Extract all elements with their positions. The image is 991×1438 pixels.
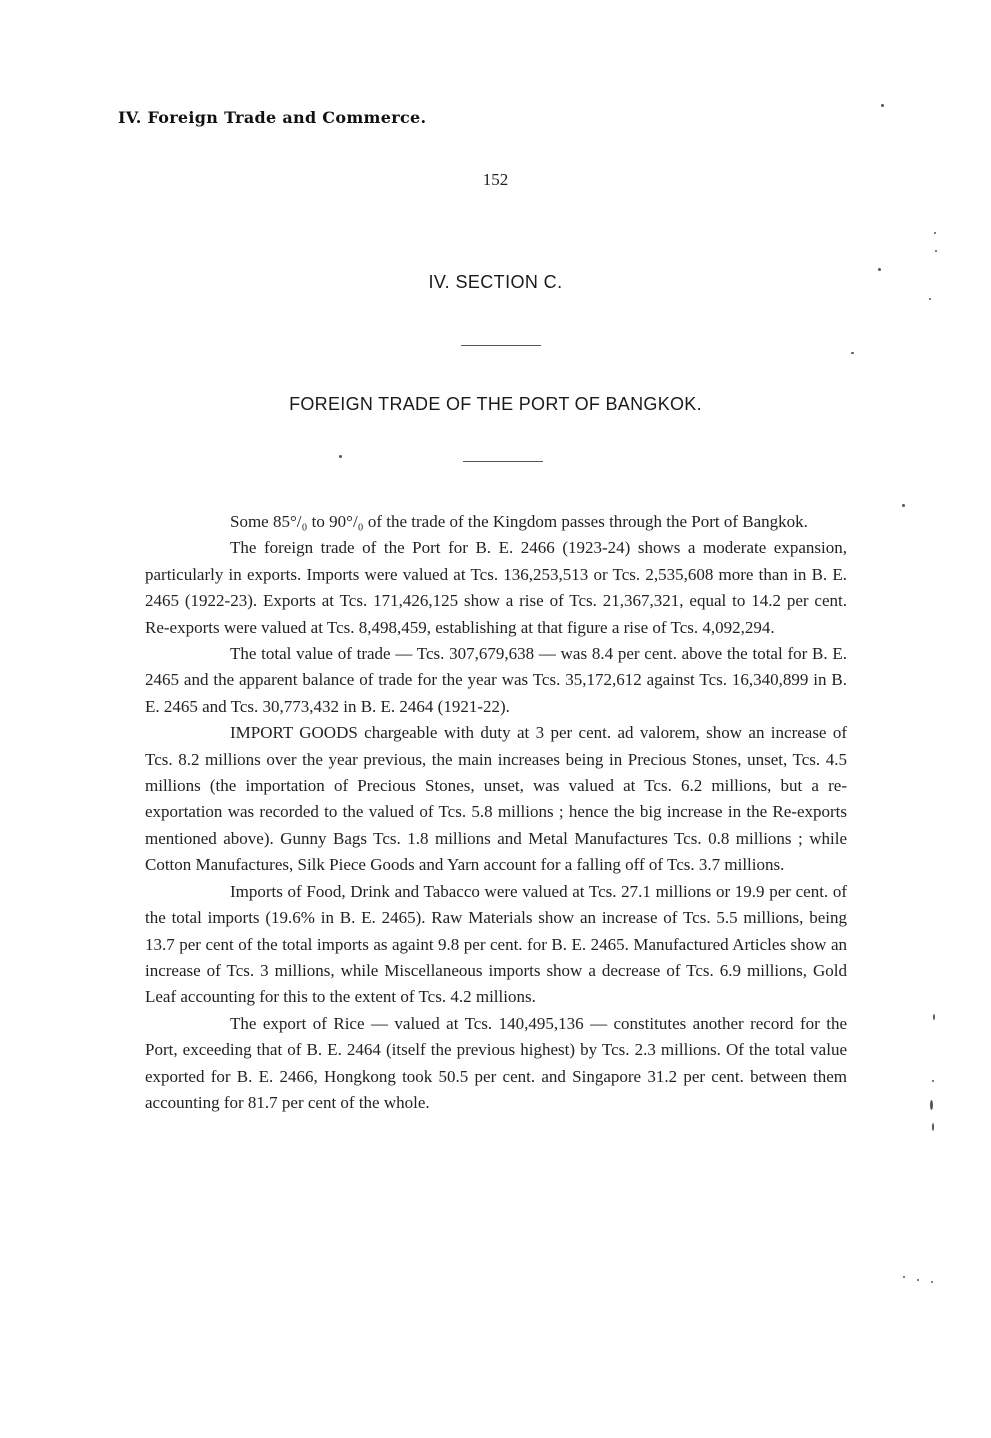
- page-number: 152: [482, 170, 509, 189]
- document-title: FOREIGN TRADE OF THE PORT OF BANGKOK.: [289, 394, 702, 414]
- divider-rule: [463, 461, 543, 462]
- scan-speck: [878, 268, 881, 271]
- scan-speck: [881, 104, 884, 107]
- running-head: IV. Foreign Trade and Commerce.: [118, 108, 427, 127]
- paragraph: Imports of Food, Drink and Tabacco were valued at Tcs. 27.1 millions or 19.9 per cent. of the total imports (19.6% in B. E. 2465). Raw Materials show an increase of Tcs. 5.5 millions, being 13.7 per cent of the total imports as againt 9.8 per cent. for B. E. 2465. Manufactured Articles show an increase of Tcs. 3 millions, while Miscellaneous imports show a decrease of Tcs. 6.9 millions, Gold Leaf accounting for this to the extent of Tcs. 4.2 millions.: [145, 881, 847, 1007]
- scan-speck: [935, 250, 937, 252]
- scan-speck: [929, 298, 931, 300]
- scan-speck: [931, 1281, 933, 1283]
- paragraph: IMPORT GOODS chargeable with duty at 3 per cent. ad valorem, show an increase of Tcs. 8.2 millions over the year previous, the main increases being in Precious Stones, unset, Tcs. 4.5 millions (the importation of Precious Stones, unset, was valued at Tcs. 6.2 millions, but a re-exportation was recorded to the valued of Tcs. 5.8 millions ; hence the big increase in the Re-exports mentioned above). Gunny Bags Tcs. 1.8 millions and Metal Manufactures Tcs. 0.8 millions ; while Cotton Manufactures, Silk Piece Goods and Yarn account for a falling off of Tcs. 3.7 millions.: [145, 723, 847, 875]
- scan-speck: [933, 1014, 935, 1020]
- divider-rule: [461, 345, 541, 346]
- scan-speck: [930, 1100, 933, 1110]
- scan-speck: [934, 232, 936, 234]
- scan-speck: [339, 455, 342, 458]
- section-title: IV. SECTION C.: [428, 272, 563, 292]
- paragraph: The foreign trade of the Port for B. E. 2466 (1923-24) shows a moderate expansion, particularly in exports. Imports were valued at Tcs. 136,253,513 or Tcs. 2,535,608 more than in B. E. 2465 (1922-23). Exports at Tcs. 171,426,125 show a rise of Tcs. 21,367,321, equal to 14.2 per cent. Re-exports were valued at Tcs. 8,498,459, establishing at that figure a rise of Tcs. 4,092,294.: [145, 538, 847, 637]
- scan-speck: [932, 1080, 934, 1082]
- scan-speck: [851, 352, 854, 354]
- scan-speck: [932, 1123, 934, 1131]
- body-text: [145, 509, 847, 1116]
- paragraph: The total value of trade — Tcs. 307,679,638 — was 8.4 per cent. above the total for B. E. 2465 and the apparent balance of trade for the year was Tcs. 35,172,612 against Tcs. 16,340,899 in B. E. 2465 and Tcs. 30,773,432 in B. E. 2464 (1921-22).: [145, 644, 847, 716]
- scan-speck: [917, 1279, 919, 1281]
- paragraph: Some 85°/₀ to 90°/₀ of the trade of the Kingdom passes through the Port of Bangkok.: [230, 512, 808, 531]
- scan-speck: [902, 504, 905, 507]
- scan-speck: [903, 1276, 905, 1278]
- paragraph: The export of Rice — valued at Tcs. 140,495,136 — constitutes another record for the Port, exceeding that of B. E. 2464 (itself the previous highest) by Tcs. 2.3 millions. Of the total value exported for B. E. 2466, Hongkong took 50.5 per cent. and Singapore 31.2 per cent. between them accounting for 81.7 per cent of the whole.: [145, 1013, 847, 1112]
